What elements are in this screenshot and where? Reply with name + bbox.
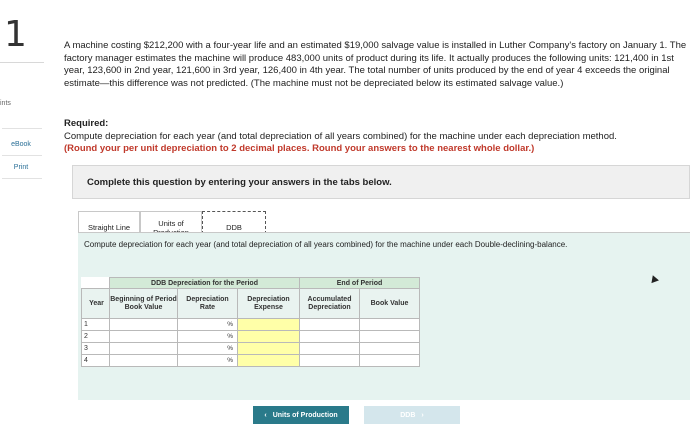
tab-ddb[interactable]: DDB — [202, 211, 266, 244]
required-rounding-note: (Round your per unit depreciation to 2 decimal places. Round your answers to the nearest whole dollar.) — [64, 143, 535, 154]
chevron-left-icon: ‹ — [264, 411, 267, 419]
beginning-book-value-input[interactable] — [110, 343, 177, 354]
rail-divider — [2, 128, 42, 129]
beginning-book-value-input[interactable] — [110, 355, 177, 366]
year-cell: 4 — [82, 355, 110, 367]
rate-unit: % — [178, 355, 238, 367]
accumulated-depreciation-input[interactable] — [300, 355, 359, 366]
rail-divider — [2, 155, 42, 156]
required-section — [64, 118, 694, 156]
next-tab-label: DDB — [400, 411, 416, 419]
table-row — [82, 343, 420, 355]
points-label: ints — [0, 100, 11, 107]
prev-tab-label: Units of Production — [272, 411, 338, 419]
col-beginning-book-value: Beginning of Period Book Value — [110, 289, 178, 319]
col-book-value: Book Value — [360, 289, 420, 319]
year-cell: 3 — [82, 343, 110, 355]
prev-tab-button[interactable] — [253, 406, 349, 424]
year-cell: 1 — [82, 319, 110, 331]
rate-unit: % — [178, 331, 238, 343]
ddb-table — [81, 277, 420, 367]
instruction-panel — [72, 165, 690, 199]
book-value-input[interactable] — [360, 355, 419, 366]
col-accumulated-depreciation: Accumulated Depreciation — [300, 289, 360, 319]
table-row — [82, 319, 420, 331]
table-row — [82, 355, 420, 367]
accumulated-depreciation-input[interactable] — [300, 331, 359, 342]
rail-divider — [2, 178, 42, 179]
rate-unit: % — [178, 343, 238, 355]
col-depreciation-rate: Depreciation Rate — [178, 289, 238, 319]
beginning-book-value-input[interactable] — [110, 319, 177, 330]
print-link[interactable]: Print — [13, 164, 29, 171]
table-row — [82, 331, 420, 343]
left-rail — [0, 0, 48, 436]
question-number: 1 — [4, 14, 27, 55]
depreciation-expense-input[interactable] — [238, 319, 299, 330]
year-cell: 2 — [82, 331, 110, 343]
group-period-header: DDB Depreciation for the Period — [110, 278, 300, 289]
required-heading: Required: — [64, 118, 109, 129]
rate-unit: % — [178, 319, 238, 331]
accumulated-depreciation-input[interactable] — [300, 319, 359, 330]
depreciation-expense-input[interactable] — [238, 331, 299, 342]
beginning-book-value-input[interactable] — [110, 331, 177, 342]
group-end-header: End of Period — [300, 278, 420, 289]
problem-text: A machine costing $212,200 with a four-year life and an estimated $19,000 salvage value is installed in Luther Company's factory on January 1. The factory manager estimates the machine will produce 483,000 units of product during its life. It actually produces the following units: 121,400 in 1st year, 123,600 in 2nd year, 121,600 in 3rd year, 126,400 in 4th year. The total number of units produced by the end of year 4 exceeds the original estimate—this difference was not predicted. (The machine must not be depreciated below its estimated salvage value.) — [64, 40, 687, 89]
instruction-text: Complete this question by entering your answers in the tabs below. — [87, 177, 392, 188]
tab-straight-line[interactable]: Straight Line — [78, 211, 140, 244]
ebook-link[interactable]: eBook — [11, 141, 31, 148]
required-text: Compute depreciation for each year (and total depreciation of all years combined) for the machine under each depreciation method. — [64, 130, 617, 142]
tab-units-of-production[interactable]: Units of — [140, 211, 202, 244]
rail-divider — [0, 62, 44, 63]
next-tab-button[interactable] — [364, 406, 460, 424]
book-value-input[interactable] — [360, 343, 419, 354]
accumulated-depreciation-input[interactable] — [300, 343, 359, 354]
book-value-input[interactable] — [360, 319, 419, 330]
ddb-work-area — [78, 232, 690, 400]
depreciation-expense-input[interactable] — [238, 343, 299, 354]
depreciation-expense-input[interactable] — [238, 355, 299, 366]
ddb-prompt: Compute depreciation for each year (and total depreciation of all years combined) for the machine under each Double-declining-balance. — [84, 240, 568, 249]
chevron-right-icon: › — [421, 411, 424, 419]
col-year: Year — [82, 289, 110, 319]
col-depreciation-expense: Depreciation Expense — [238, 289, 300, 319]
book-value-input[interactable] — [360, 331, 419, 342]
